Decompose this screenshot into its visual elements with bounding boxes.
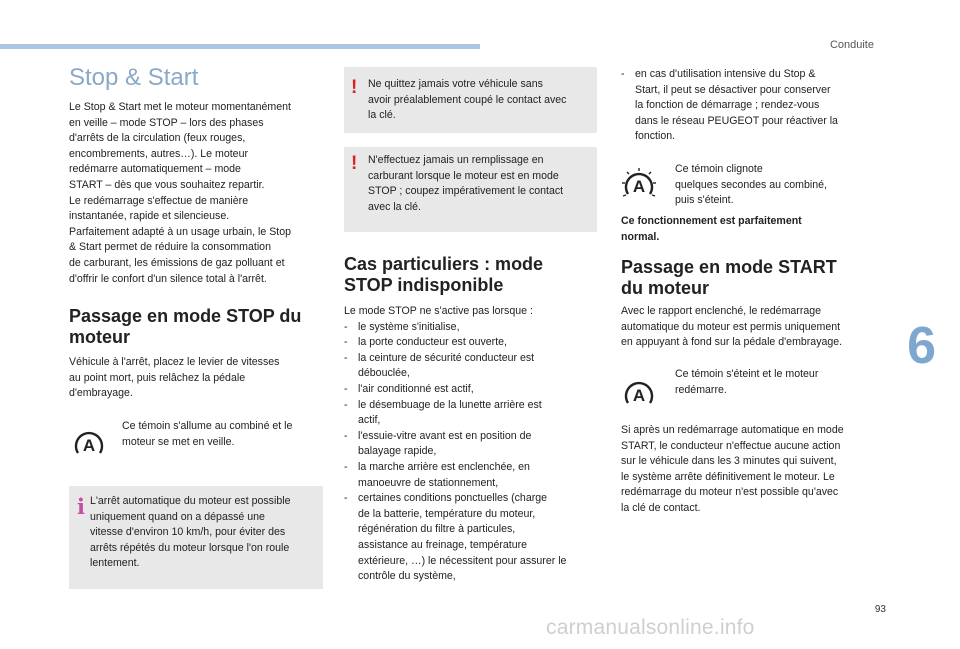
svg-text:A: A (632, 386, 646, 405)
list-item: - en cas d'utilisation intensive du Stop & Start, il peut se désactiver pour conserver la fonction de démarrage ; rendez-vous dans le réseau PEUGEOT pour réactiver la fonction. (621, 67, 879, 145)
stop-start-indicator-icon (72, 427, 106, 461)
header-bar (0, 44, 480, 49)
section-title: Conduite (829, 39, 874, 51)
list-item: - certaines conditions ponctuelles (charge de la batterie, température du moteur, régénération du filtre à particules, assistance au freinage, température extérieure, …) le nécessitent pour assurer le contrôle du système, (344, 491, 602, 585)
special-cases-list: Le mode STOP ne s'active pas lorsque : - le système s'initialise, - la porte conducteur est ouverte, - la ceinture de sécurité conducteur est débouclée, - l'air conditionné est actif, - le désembuage de la lunette arrière est actif, - l'essuie-vitre avant est en position de balayage rapide, - la marche arrière est enclenchée, en manoeuvre de stationnement, - certaines conditions ponctuelles (charge de la batterie, température du moteur, régénération du filtre à particules, assistance au freinage, température extérieure, …) le nécessitent pour assurer le contrôle du système, (344, 304, 602, 585)
intensive-use-item (621, 67, 879, 145)
list-item: - l'air conditionné est actif, (344, 382, 602, 398)
start-indicator-icon (622, 377, 656, 411)
special-cases-heading: Cas particuliers : mode STOP indisponible (344, 254, 544, 295)
info-icon: i (77, 494, 85, 519)
list-item: - l'essuie-vitre avant est en position de balayage rapide, (344, 429, 602, 460)
list-item: - le désembuage de la lunette arrière est actif, (344, 398, 602, 429)
blinking-indicator-icon (622, 168, 656, 202)
warning-icon: ! (351, 153, 358, 174)
list-item: - la porte conducteur est ouverte, (344, 335, 602, 351)
blinking-indicator-text: Ce témoin clignote quelques secondes au combiné, puis s'éteint. (675, 163, 827, 207)
warning-box-refuel: ! N'effectuez jamais un remplissage en carburant lorsque le moteur est en mode STOP ; coupez impérativement le contact avec la clé. (344, 147, 597, 232)
chapter-number: 6 (907, 317, 936, 375)
list-item: - la marche arrière est enclenchée, en manoeuvre de stationnement, (344, 460, 602, 491)
warning-box-key: ! Ne quittez jamais votre véhicule sans avoir préalablement coupé le contact avec la clé. (344, 67, 597, 133)
svg-text:A: A (82, 436, 96, 455)
svg-text:A: A (632, 177, 646, 196)
normal-operation-note: Ce fonctionnement est parfaitement normal. (621, 215, 802, 243)
auto-stop-paragraph: Si après un redémarrage automatique en mode START, le conducteur n'effectue aucune action sur le véhicule dans les 3 minutes qui suivent, le système arrête définitivement le moteur. Le redémarrage du moteur n'est possible qu'avec la clé de contact. (621, 424, 844, 514)
intro-paragraph: Le Stop & Start met le moteur momentanément en veille – mode STOP – lors des phases d'arrêts de la circulation (feux rouges, encombrements, autres…). Le moteur redémarre automatiquement – mode START – dès que vous souhaitez repartir. Le redémarrage s'effectue de manière instantanée, rapide et silencieuse. Parfaitement adapté à un usage urbain, le Stop & Start permet de réduire la consommation de carburant, les émissions de gaz polluant et d'offrir le confort d'un silence total à l'arrêt. (69, 101, 292, 285)
watermark: carmanualsonline.info (546, 616, 755, 639)
stop-indicator-text: Ce témoin s'allume au combiné et le moteur se met en veille. (122, 420, 293, 448)
list-item: - le système s'initialise, (344, 320, 602, 336)
stop-mode-heading: Passage en mode STOP du moteur (69, 306, 302, 347)
start-mode-heading: Passage en mode START du moteur (621, 257, 837, 298)
page-number: 93 (874, 604, 886, 615)
stop-mode-text: Véhicule à l'arrêt, placez le levier de vitesses au point mort, puis relâchez la pédale d'embrayage. (69, 356, 280, 400)
start-mode-text: Avec le rapport enclenché, le redémarrage automatique du moteur est permis uniquement en appuyant à fond sur la pédale d'embrayage. (621, 305, 843, 349)
page-title: Stop & Start (69, 64, 199, 91)
list-item: - la ceinture de sécurité conducteur est débouclée, (344, 351, 602, 382)
start-indicator-text: Ce témoin s'éteint et le moteur redémarre. (675, 368, 819, 396)
info-box: i L'arrêt automatique du moteur est possible uniquement quand on a dépassé une vitesse d'environ 10 km/h, pour éviter des arrêts répétés du moteur lorsque l'on roule lentement. (69, 486, 323, 589)
warning-icon: ! (351, 77, 358, 98)
